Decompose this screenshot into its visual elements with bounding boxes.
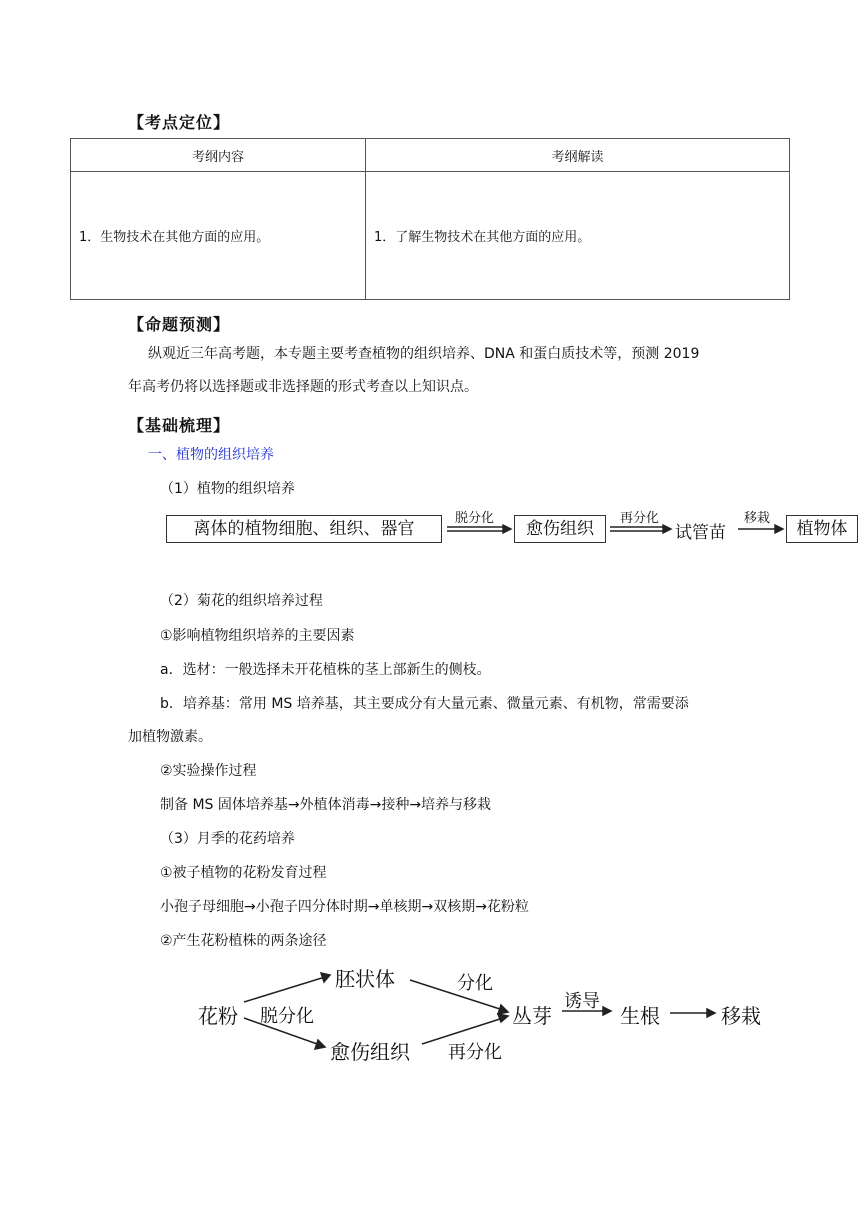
label-differentiation: 分化 — [457, 973, 493, 994]
pollen-title: ①被子植物的花粉发育过程 — [160, 865, 327, 881]
section-heading-kaodian: 【考点定位】 — [128, 113, 231, 132]
arrow-bud-to-root-head — [603, 1007, 611, 1015]
sub-heading-3: （3）月季的花药培养 — [160, 831, 295, 847]
factor-a: a．选材：一般选择未开花植株的茎上部新生的侧枝。 — [160, 662, 491, 678]
table-header-content: 考纲内容 — [71, 139, 366, 172]
arrow-pollen-to-callus-head — [315, 1040, 325, 1049]
section-heading-jichu: 【基础梳理】 — [128, 416, 231, 435]
flow-label-dedifferentiation: 脱分化 — [455, 511, 495, 526]
node-rooting: 生根 — [620, 1004, 660, 1028]
arrow-root-to-transplant-head — [707, 1009, 715, 1017]
arrow-callus-to-bud — [422, 1018, 503, 1044]
procedure-title: ②实验操作过程 — [160, 763, 257, 779]
label-redifferentiation: 再分化 — [448, 1042, 502, 1063]
procedure-steps: 制备 MS 固体培养基→外植体消毒→接种→培养与移栽 — [160, 797, 492, 813]
flow-box-plant: 植物体 — [786, 515, 858, 543]
prediction-line-2: 年高考仍将以选择题或非选择题的形式考查以上知识点。 — [128, 379, 478, 395]
section-heading-mingti: 【命题预测】 — [128, 315, 231, 334]
arrow-pollen-to-callus — [244, 1018, 320, 1045]
flow-text-plantlet: 试管苗 — [675, 523, 726, 543]
arrow-pollen-to-embryoid — [244, 977, 325, 1002]
factor-b-line-2: 加植物激素。 — [128, 729, 212, 745]
table-cell-interpretation: 1．了解生物技术在其他方面的应用。 — [366, 172, 790, 300]
node-embryoid: 胚状体 — [335, 967, 395, 991]
flow-label-redifferentiation: 再分化 — [620, 511, 660, 526]
arrow-embryoid-to-bud — [410, 980, 503, 1010]
prediction-line-1: 纵观近三年高考题，本专题主要考查植物的组织培养、DNA 和蛋白质技术等，预测 2019 — [148, 346, 700, 362]
flow-label-transplant: 移栽 — [744, 511, 771, 526]
node-bud-cluster: 丛芽 — [512, 1004, 552, 1028]
label-dedifferentiation: 脱分化 — [260, 1006, 314, 1027]
node-callus: 愈伤组织 — [330, 1040, 410, 1064]
arrow-pollen-to-embryoid-head — [321, 973, 330, 982]
flow-box-explant: 离体的植物细胞、组织、器官 — [166, 515, 442, 543]
flow-box-callus: 愈伤组织 — [514, 515, 606, 543]
node-transplant: 移栽 — [721, 1004, 761, 1028]
part-title-tissue-culture: 一、植物的组织培养 — [148, 447, 274, 463]
node-pollen: 花粉 — [198, 1004, 238, 1028]
pathways-title: ②产生花粉植株的两条途径 — [160, 933, 327, 949]
table-header-interpretation: 考纲解读 — [366, 139, 790, 172]
factor-title: ①影响植物组织培养的主要因素 — [160, 628, 355, 644]
pollen-steps: 小孢子母细胞→小孢子四分体时期→单核期→双核期→花粉粒 — [160, 899, 529, 915]
arrow-callus-to-bud-head — [498, 1014, 508, 1022]
factor-b-line-1: b．培养基：常用 MS 培养基，其主要成分有大量元素、微量元素、有机物，常需要添 — [160, 696, 689, 712]
sub-heading-1: （1）植物的组织培养 — [160, 481, 295, 497]
label-induce: 诱导 — [564, 991, 600, 1012]
arrow-embryoid-to-bud-head — [498, 1005, 508, 1014]
table-cell-content: 1．生物技术在其他方面的应用。 — [71, 172, 366, 300]
sub-heading-2: （2）菊花的组织培养过程 — [160, 593, 323, 609]
